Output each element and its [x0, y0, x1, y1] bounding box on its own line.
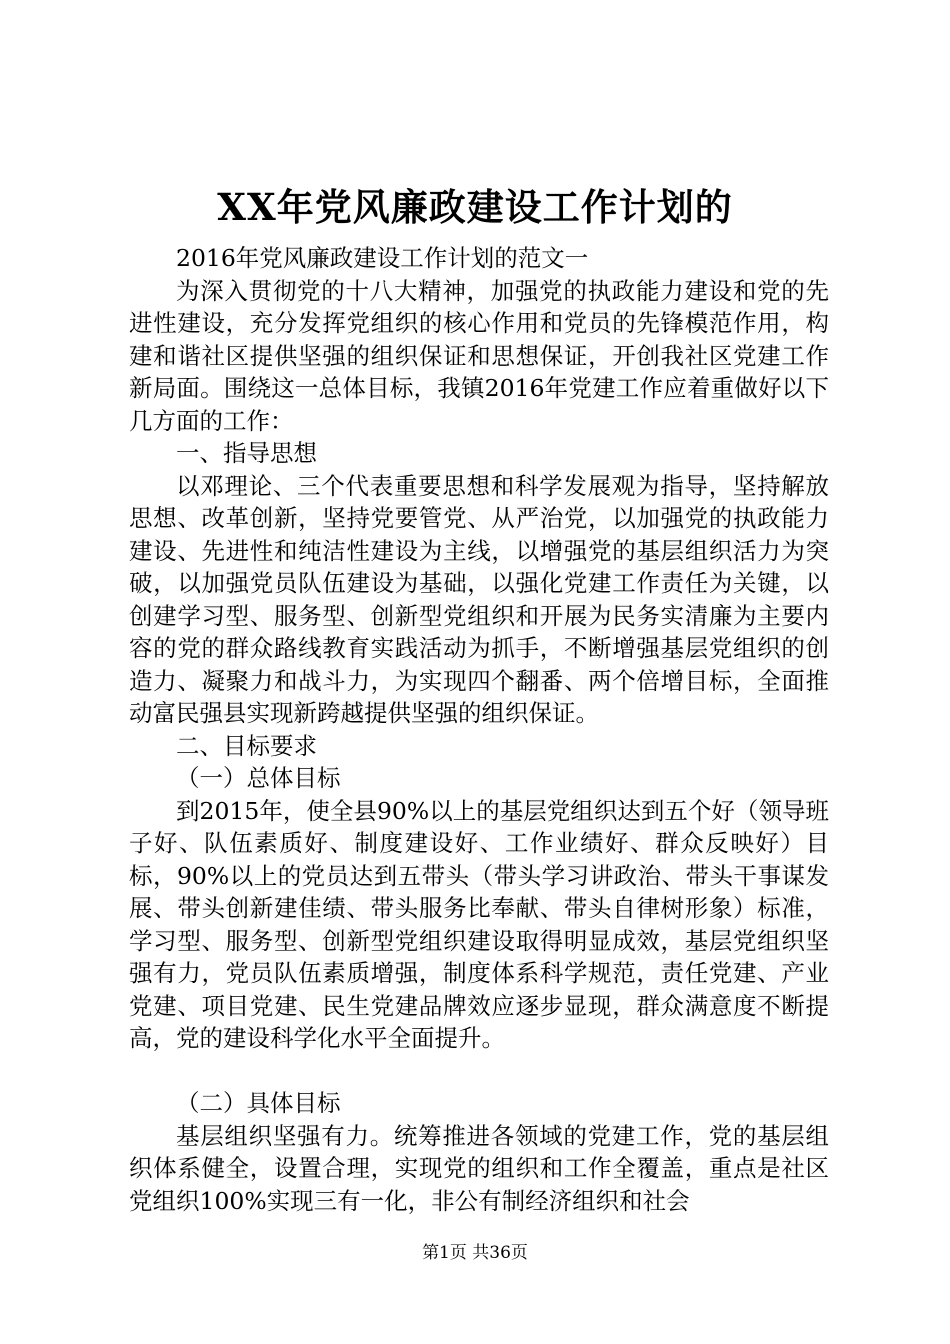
subheading-overall-target: （一）总体目标: [176, 764, 341, 792]
heading-guiding-ideology: 一、指导思想: [176, 439, 317, 467]
paragraph-specific-target: 基层组织坚强有力。统筹推进各领域的党建工作，党的基层组织体系健全，设置合理，实现党的组织和工作全覆盖，重点是社区党组织100%实现三有一化，非公有制经济组织和社会: [129, 1121, 829, 1215]
page-number-footer: 第1页 共36页: [422, 1243, 528, 1263]
document-title: XX年党风廉政建设工作计划的: [217, 185, 733, 229]
paragraph-guiding-ideology: 以邓理论、三个代表重要思想和科学发展观为指导，坚持解放思想、改革创新，坚持党要管党、从严治党，以加强党的执政能力建设、先进性和纯洁性建设为主线，以增强党的基层组织活力为突破，以加强党员队伍建设为基础，以强化党建工作责任为关键，以创建学习型、服务型、创新型党组织和开展为民务实清廉为主要内容的党的群众路线教育实践活动为抓手，不断增强基层党组织的创造力、凝聚力和战斗力，为实现四个翻番、两个倍增目标，全面推动富民强县实现新跨越提供坚强的组织保证。: [129, 471, 829, 727]
paragraph-subtitle: 2016年党风廉政建设工作计划的范文一: [176, 244, 589, 272]
heading-target-requirements: 二、目标要求: [176, 731, 317, 760]
document-body: [129, 242, 829, 1217]
subheading-specific-target: （二）具体目标: [176, 1089, 341, 1117]
paragraph-overall-target: 到2015年，使全县90%以上的基层党组织达到五个好（领导班子好、队伍素质好、制度建设好、工作业绩好、群众反映好）目标，90%以上的党员达到五带头（带头学习讲政治、带头干事谋发展、带头创新建佳绩、带头服务比奉献、带头自律树形象）标准，学习型、服务型、创新型党组织建设取得明显成效，基层党组织坚强有力，党员队伍素质增强，制度体系科学规范，责任党建、产业党建、项目党建、民生党建品牌效应逐步显现，群众满意度不断提高，党的建设科学化水平全面提升。: [129, 796, 829, 1052]
paragraph-intro: 为深入贯彻党的十八大精神，加强党的执政能力建设和党的先进性建设，充分发挥党组织的核心作用和党员的先锋模范作用，构建和谐社区提供坚强的组织保证和思想保证，开创我社区党建工作新局面。围绕这一总体目标，我镇2016年党建工作应着重做好以下几方面的工作：: [129, 276, 829, 435]
